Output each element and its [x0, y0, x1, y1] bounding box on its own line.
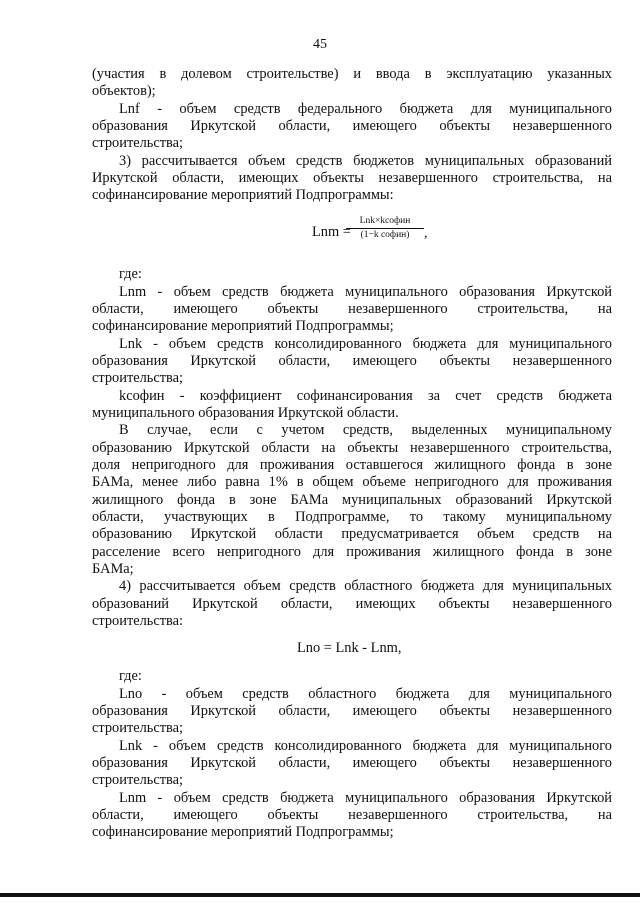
text-line: области, участвующих в Подпрограмме, то такому муниципальному	[92, 509, 612, 525]
text-line: строительства;	[92, 772, 184, 788]
text-line: Иркутской области, имеющих объекты незавершенного строительства, на	[92, 170, 612, 186]
text-line: (участия в долевом строительстве) и ввода в эксплуатацию указанных	[92, 66, 612, 82]
text-line: софинансирование мероприятий Подпрограммы;	[92, 824, 394, 840]
formula-tail: ,	[424, 226, 428, 241]
text-line: строительства;	[92, 720, 184, 736]
text-line: Lnm - объем средств бюджета муниципального образования Иркутской	[119, 790, 612, 806]
formula-lno: Lno = Lnk - Lnm,	[297, 640, 402, 656]
text-line: образований Иркутской области, имеющих объекты незавершенного	[92, 596, 612, 612]
text-line: объектов);	[92, 83, 156, 99]
text-line: доля непригодного для проживания оставшегося жилищного фонда в зоне	[92, 457, 612, 473]
text-line: софинансирование мероприятий Подпрограммы:	[92, 187, 394, 203]
text-line: 4) рассчитывается объем средств областного бюджета для муниципальных	[119, 578, 612, 594]
formula-fraction	[346, 216, 424, 241]
text-line: строительства;	[92, 135, 184, 151]
text-line: В случае, если с учетом средств, выделенных муниципальному	[119, 422, 612, 438]
text-line: строительства;	[92, 370, 184, 386]
page-number: 45	[313, 37, 327, 52]
text-line: софинансирование мероприятий Подпрограммы;	[92, 318, 394, 334]
text-line: БАМа, менее либо равна 1% в общем объеме непригодного для проживания	[92, 474, 612, 490]
text-line: жилищного фонда в зоне БАМа муниципальных образований Иркутской	[92, 492, 612, 508]
text-line: расселение всего непригодного для проживания жилищного фонда в зоне	[92, 544, 612, 560]
text-line: строительства:	[92, 613, 184, 629]
text-line: области, имеющего объекты незавершенного строительства, на	[92, 807, 612, 823]
text-line: образования Иркутской области, имеющего объекты незавершенного	[92, 703, 612, 719]
text-line: Lnk - объем средств консолидированного бюджета для муниципального	[119, 336, 612, 352]
text-line: Lnm - объем средств бюджета муниципального образования Иркутской	[119, 284, 612, 300]
text-line: kсофин - коэффициент софинансирования за счет средств бюджета	[119, 388, 612, 404]
text-line: Lnf - объем средств федерального бюджета для муниципального	[119, 101, 612, 117]
text-line: 3) рассчитывается объем средств бюджетов муниципальных образований	[119, 153, 612, 169]
text-line: Lno - объем средств областного бюджета для муниципального	[119, 686, 612, 702]
text-line: образованию Иркутской области предусматривается объем средств на	[92, 526, 612, 542]
text-line: БАМа;	[92, 561, 134, 577]
text-line: муниципального образования Иркутской области.	[92, 405, 399, 421]
text-line: образования Иркутской области, имеющего объекты незавершенного	[92, 353, 612, 369]
text-line: Lnk - объем средств консолидированного бюджета для муниципального	[119, 738, 612, 754]
formula-numerator: Lnk×kсофин	[346, 216, 424, 229]
text-line: образования Иркутской области, имеющего объекты незавершенного	[92, 118, 612, 134]
text-line: где:	[119, 668, 142, 684]
text-line: области, имеющего объекты незавершенного строительства, на	[92, 301, 612, 317]
formula-lhs: Lnm =	[312, 224, 351, 240]
text-line: образованию Иркутской области на объекты незавершенного строительства,	[92, 440, 612, 456]
text-line: образования Иркутской области, имеющего объекты незавершенного	[92, 755, 612, 771]
text-line: где:	[119, 266, 142, 282]
scan-edge-bar	[0, 893, 640, 897]
formula-denominator: (1−k софин)	[360, 230, 410, 240]
